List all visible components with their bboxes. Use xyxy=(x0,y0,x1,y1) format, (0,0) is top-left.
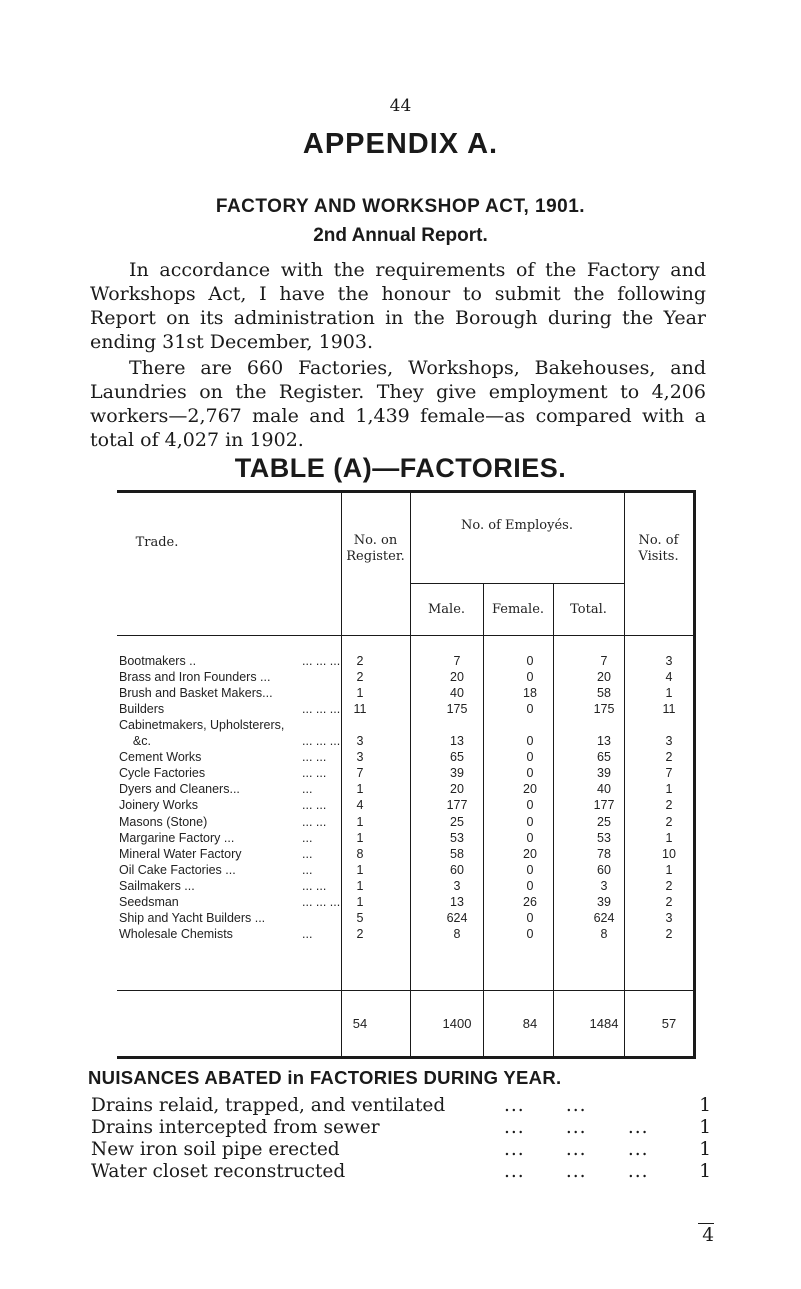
table-row xyxy=(117,701,696,717)
cell-female: 0 xyxy=(526,766,534,781)
cell-trade: Builders xyxy=(119,702,165,717)
cell-total: 624 xyxy=(593,910,615,925)
nuisance-leader-dots: ... ... ... xyxy=(504,1161,649,1182)
cell-leader-dots: ... ... xyxy=(302,878,327,893)
cell-visits: 3 xyxy=(665,734,673,749)
cell-male: 3 xyxy=(453,878,461,893)
cell-female: 0 xyxy=(526,926,534,941)
nuisance-count: 1 xyxy=(699,1161,711,1182)
cell-register: 1 xyxy=(356,862,364,877)
header-total: Total. xyxy=(570,602,607,617)
total-register: 54 xyxy=(352,1016,368,1031)
cell-register: 8 xyxy=(356,846,364,861)
header-rule xyxy=(117,635,693,636)
cell-leader-dots: ... ... xyxy=(302,766,327,781)
cell-leader-dots: ... xyxy=(302,782,313,797)
cell-register: 3 xyxy=(356,750,364,765)
table-row xyxy=(117,653,696,669)
cell-register: 1 xyxy=(356,686,364,701)
table-row xyxy=(117,878,696,894)
cell-total: 39 xyxy=(597,894,611,909)
total-male: 1400 xyxy=(442,1016,472,1031)
cell-visits: 2 xyxy=(665,878,673,893)
table-row xyxy=(117,733,696,749)
cell-visits: 1 xyxy=(665,686,673,701)
cell-leader-dots: ... xyxy=(302,830,313,845)
cell-male: 65 xyxy=(450,750,464,765)
cell-trade: Brass and Iron Founders ... xyxy=(119,670,271,685)
cell-total: 60 xyxy=(597,862,611,877)
cell-female: 26 xyxy=(523,894,537,909)
cell-male: 25 xyxy=(450,814,464,829)
cell-female: 0 xyxy=(526,670,534,685)
cell-female: 0 xyxy=(526,814,534,829)
cell-visits: 2 xyxy=(665,814,673,829)
cell-trade: Joinery Works xyxy=(119,798,198,813)
cell-visits: 7 xyxy=(665,766,673,781)
table-row xyxy=(117,830,696,846)
nuisance-count: 1 xyxy=(699,1117,711,1138)
cell-trade: Cycle Factories xyxy=(119,766,206,781)
cell-trade: Oil Cake Factories ... xyxy=(119,862,236,877)
total-visits: 57 xyxy=(661,1016,677,1031)
cell-leader-dots: ... xyxy=(302,926,313,941)
cell-total: 78 xyxy=(597,846,611,861)
totals-row xyxy=(117,1016,696,1032)
nuisance-label: Water closet reconstructed xyxy=(91,1161,346,1182)
cell-visits: 4 xyxy=(665,670,673,685)
cell-leader-dots: ... ... ... xyxy=(302,654,341,668)
total-total: 1484 xyxy=(589,1016,619,1031)
table-row xyxy=(117,926,696,942)
cell-trade: Mineral Water Factory xyxy=(119,846,242,861)
cell-register: 1 xyxy=(356,894,364,909)
nuisance-leader-dots: ... ... ... xyxy=(504,1139,649,1160)
cell-total: 7 xyxy=(600,654,608,668)
cell-female: 20 xyxy=(523,846,537,861)
cell-trade: Brush and Basket Makers... xyxy=(119,686,273,701)
table-title: TABLE (A)—FACTORIES. xyxy=(234,453,567,483)
cell-register: 3 xyxy=(356,734,364,749)
cell-register: 1 xyxy=(356,878,364,893)
header-female: Female. xyxy=(491,602,545,617)
cell-visits: 10 xyxy=(662,846,676,861)
cell-trade: Cabinetmakers, Upholsterers, xyxy=(119,718,285,733)
nuisance-item xyxy=(91,1095,711,1117)
cell-male: 13 xyxy=(450,894,464,909)
cell-visits: 2 xyxy=(665,926,673,941)
cell-trade: Masons (Stone) xyxy=(119,814,208,829)
cell-female: 20 xyxy=(523,782,537,797)
cell-register: 1 xyxy=(356,814,364,829)
table-row xyxy=(117,894,696,910)
cell-visits: 2 xyxy=(665,750,673,765)
cell-total: 65 xyxy=(597,750,611,765)
cell-trade: &c. xyxy=(119,734,151,749)
nuisance-leader-dots: ... ... xyxy=(504,1095,587,1116)
page-number: 44 xyxy=(389,96,412,116)
cell-visits: 1 xyxy=(665,830,673,845)
cell-visits: 1 xyxy=(665,862,673,877)
nuisances-total: 4 xyxy=(702,1225,714,1246)
cell-female: 0 xyxy=(526,862,534,877)
cell-visits: 1 xyxy=(665,782,673,797)
cell-female: 0 xyxy=(526,878,534,893)
table-row xyxy=(117,797,696,813)
cell-visits: 2 xyxy=(665,894,673,909)
cell-female: 0 xyxy=(526,750,534,765)
header-visits-line2: Visits. xyxy=(638,549,679,564)
cell-leader-dots: ... xyxy=(302,846,313,861)
cell-trade: Dyers and Cleaners... xyxy=(119,782,240,797)
cell-trade: Margarine Factory ... xyxy=(119,830,235,845)
nuisance-item xyxy=(91,1139,711,1161)
cell-total: 39 xyxy=(597,766,611,781)
intro-paragraph: In accordance with the requirements of the Factory and Workshops Act, I have the honour to submit the following Report on its administration in the Borough during the Year ending 31st December, 1903. xyxy=(90,259,706,353)
factories-table xyxy=(117,490,696,1060)
table-top-rule xyxy=(117,490,696,493)
cell-register: 11 xyxy=(353,702,367,717)
nuisance-count: 1 xyxy=(699,1095,711,1116)
subheader-rule xyxy=(410,583,624,584)
cell-trade: Wholesale Chemists xyxy=(119,926,233,941)
cell-male: 20 xyxy=(450,670,464,685)
cell-total: 20 xyxy=(597,670,611,685)
cell-total: 53 xyxy=(597,830,611,845)
table-row xyxy=(117,862,696,878)
table-row xyxy=(117,846,696,862)
cell-total: 58 xyxy=(597,686,611,701)
cell-total: 8 xyxy=(600,926,608,941)
header-male: Male. xyxy=(427,602,466,617)
cell-register: 7 xyxy=(356,766,364,781)
act-title: FACTORY AND WORKSHOP ACT, 1901. xyxy=(215,196,586,217)
nuisance-label: New iron soil pipe erected xyxy=(91,1139,340,1160)
cell-male: 58 xyxy=(450,846,464,861)
cell-male: 175 xyxy=(446,702,468,717)
cell-leader-dots: ... ... xyxy=(302,798,327,813)
header-register-line2: Register. xyxy=(346,549,405,564)
header-employes: No. of Employés. xyxy=(461,518,573,533)
cell-female: 0 xyxy=(526,910,534,925)
cell-register: 5 xyxy=(356,910,364,925)
cell-visits: 11 xyxy=(662,702,676,717)
table-bottom-rule xyxy=(117,1056,696,1059)
table-row xyxy=(117,717,696,733)
cell-register: 1 xyxy=(356,782,364,797)
header-visits-line1: No. of xyxy=(638,533,679,548)
nuisance-leader-dots: ... ... ... xyxy=(504,1117,649,1138)
cell-male: 13 xyxy=(450,734,464,749)
cell-female: 0 xyxy=(526,702,534,717)
cell-male: 39 xyxy=(450,766,464,781)
employment-paragraph: There are 660 Factories, Workshops, Bakehouses, and Laundries on the Register. They give employment to 4,206 workers—2,767 male and 1,439 female—as compared with a total of 4,027 in 1902. xyxy=(90,357,706,451)
cell-trade: Ship and Yacht Builders ... xyxy=(119,910,266,925)
cell-male: 40 xyxy=(450,686,464,701)
cell-total: 40 xyxy=(597,782,611,797)
table-row xyxy=(117,781,696,797)
cell-leader-dots: ... ... ... xyxy=(302,894,341,909)
nuisance-label: Drains relaid, trapped, and ventilated xyxy=(91,1095,446,1116)
cell-visits: 2 xyxy=(665,798,673,813)
cell-male: 8 xyxy=(453,926,461,941)
cell-female: 0 xyxy=(526,798,534,813)
header-trade: Trade. xyxy=(135,535,179,550)
cell-female: 0 xyxy=(526,734,534,749)
cell-register: 1 xyxy=(356,830,364,845)
cell-female: 0 xyxy=(526,830,534,845)
cell-trade: Bootmakers .. xyxy=(119,654,197,668)
cell-male: 177 xyxy=(446,798,468,813)
cell-trade: Cement Works xyxy=(119,750,202,765)
cell-visits: 3 xyxy=(665,654,673,668)
nuisance-label: Drains intercepted from sewer xyxy=(91,1117,380,1138)
cell-register: 2 xyxy=(356,926,364,941)
cell-total: 25 xyxy=(597,814,611,829)
cell-leader-dots: ... ... ... xyxy=(302,702,341,717)
table-row xyxy=(117,669,696,685)
header-register-line1: No. on xyxy=(353,533,398,548)
nuisance-count: 1 xyxy=(699,1139,711,1160)
nuisance-item xyxy=(91,1161,711,1183)
cell-male: 20 xyxy=(450,782,464,797)
cell-male: 60 xyxy=(450,862,464,877)
cell-total: 3 xyxy=(600,878,608,893)
cell-trade: Sailmakers ... xyxy=(119,878,195,893)
cell-male: 53 xyxy=(450,830,464,845)
table-row xyxy=(117,685,696,701)
table-row xyxy=(117,765,696,781)
annual-report-subtitle: 2nd Annual Report. xyxy=(313,225,488,246)
appendix-title: APPENDIX A. xyxy=(302,128,499,160)
cell-register: 4 xyxy=(356,798,364,813)
cell-register: 2 xyxy=(356,654,364,668)
cell-female: 18 xyxy=(523,686,537,701)
total-female: 84 xyxy=(522,1016,538,1031)
cell-trade: Seedsman xyxy=(119,894,179,909)
nuisance-item xyxy=(91,1117,711,1139)
cell-total: 177 xyxy=(593,798,615,813)
cell-total: 13 xyxy=(597,734,611,749)
cell-male: 624 xyxy=(446,910,468,925)
cell-leader-dots: ... ... xyxy=(302,814,327,829)
table-row xyxy=(117,749,696,765)
cell-visits: 3 xyxy=(665,910,673,925)
table-row xyxy=(117,814,696,830)
sum-rule xyxy=(698,1223,714,1224)
cell-leader-dots: ... ... ... xyxy=(302,734,341,749)
cell-leader-dots: ... ... xyxy=(302,750,327,765)
nuisances-title: NUISANCES ABATED in FACTORIES DURING YEAR. xyxy=(88,1067,562,1088)
cell-register: 2 xyxy=(356,670,364,685)
cell-leader-dots: ... xyxy=(302,862,313,877)
table-row xyxy=(117,910,696,926)
cell-male: 7 xyxy=(453,654,461,668)
cell-total: 175 xyxy=(593,702,615,717)
totals-rule xyxy=(117,990,693,991)
cell-female: 0 xyxy=(526,654,534,668)
